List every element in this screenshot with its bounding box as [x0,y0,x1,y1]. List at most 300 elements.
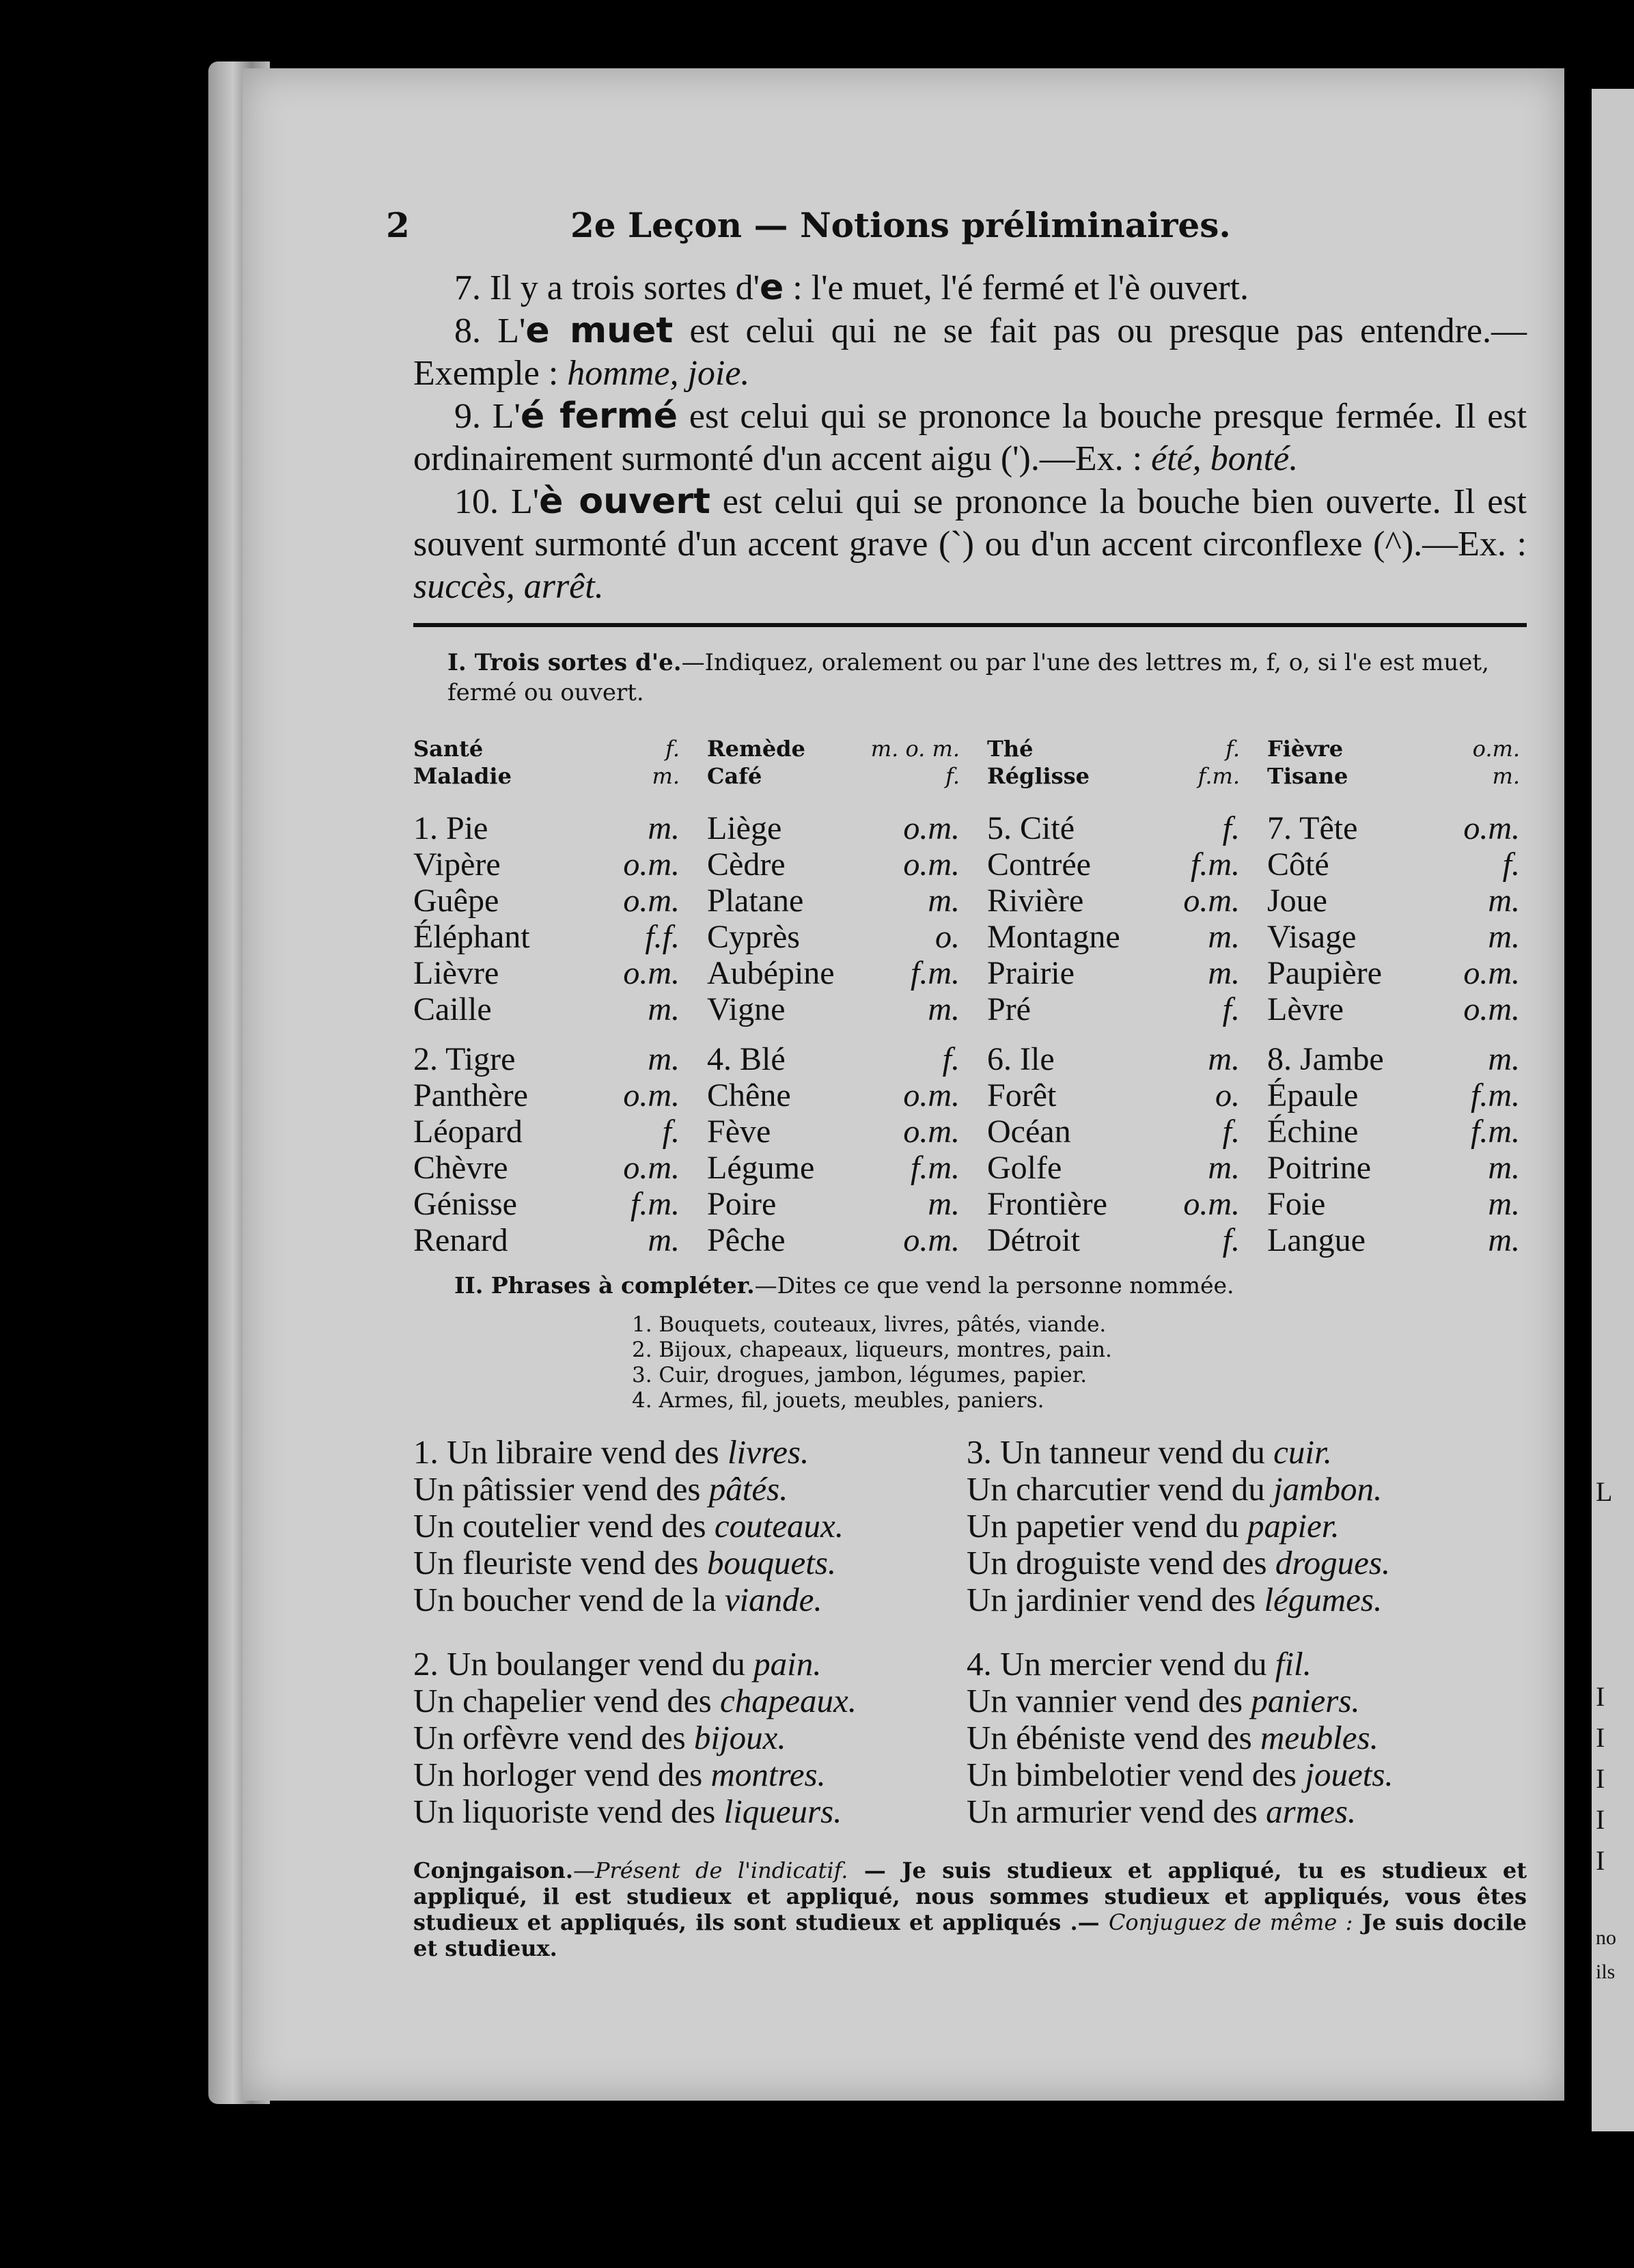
word-row [413,1077,680,1114]
next-page-fragment: ils [1596,1961,1616,1983]
rule-text: : l'e muet, l'é fermé et l'è ouvert. [784,268,1249,307]
sentence-answer: fil. [1275,1645,1312,1683]
sentence-answer: armes. [1266,1793,1357,1830]
word-answer: o.m. [903,810,960,846]
word-answer: m. [1208,1150,1240,1186]
word-answer: o.m. [623,846,680,883]
sentence-answer: papier. [1247,1507,1340,1545]
sentence-line [967,1719,1513,1756]
word-answer: f.m. [631,1186,680,1222]
sentence-text: Un charcutier vend du [967,1470,1273,1508]
word-item: Renard [413,1222,508,1258]
sentence-text: Un chapelier vend des [413,1682,720,1719]
word-answer: f. [1222,1222,1240,1258]
word-column [987,1041,1240,1258]
example-word: Maladie [413,763,512,789]
word-item: Fève [707,1114,771,1150]
word-row [987,1186,1240,1222]
word-row [413,1222,680,1258]
example-word: Réglisse [987,763,1090,789]
word-list-line: 4. Armes, fil, jouets, meubles, paniers. [632,1388,1044,1413]
conjugation-label: Conjngaison. [413,1857,573,1883]
word-item: Lièvre [413,955,499,991]
example-column [1267,735,1520,790]
sentence-line [413,1756,946,1793]
example-answer: m. [1492,763,1520,789]
word-row [413,846,680,883]
exercise1-label: I. Trois sortes d'e. [447,649,682,676]
sentence-answer: livres. [727,1433,809,1471]
word-item: Cèdre [707,846,786,883]
sentence-answer: montres. [710,1756,826,1793]
rule-keyword: é fermé [520,396,678,437]
word-lists [632,1312,1527,1413]
sentence-line [413,1471,946,1508]
word-list-line: 1. Bouquets, couteaux, livres, pâtés, viande. [632,1312,1107,1337]
word-answer: f. [1222,810,1240,846]
section-divider [413,623,1527,627]
sentence-text: Un boucher vend de la [413,1581,725,1618]
example-row [987,735,1240,762]
word-answer: m. [928,991,960,1027]
word-row [1267,1114,1520,1150]
sentence-column [967,1646,1513,1830]
sentence-answer: jouets. [1305,1756,1394,1793]
rule-text: L' [510,482,540,521]
sentence-column [413,1434,946,1618]
word-item: Côté [1267,846,1329,883]
word-row [413,1150,680,1186]
example-row [413,735,680,762]
word-item: Océan [987,1114,1071,1150]
sentence-line [967,1545,1513,1581]
example-row [1267,762,1520,790]
rule-text: est celui qui se prononce la bouche bien ouverte. Il est souvent surmonté d'un accent grave (`) ou d'un accent circonflexe (^).—Ex. : [413,482,1527,564]
word-item: Visage [1267,919,1357,955]
word-answer: f. [662,1114,680,1150]
sentence-text: Un armurier vend des [967,1793,1266,1830]
word-answer: f.m. [911,1150,960,1186]
sentence-answer: légumes. [1264,1581,1383,1618]
word-item: 2. Tigre [413,1041,516,1077]
word-item: 6. Ile [987,1041,1055,1077]
word-answer: m. [648,810,680,846]
word-row [413,883,680,919]
word-answer: f. [1222,991,1240,1027]
word-answer: m. [648,991,680,1027]
word-answer: m. [1488,1150,1520,1186]
word-item: Foie [1267,1186,1326,1222]
word-item: 4. Blé [707,1041,786,1077]
rule-number: 9. [454,397,481,436]
word-column [707,1041,960,1258]
word-row [1267,919,1520,955]
word-row [1267,1186,1520,1222]
example-row [413,762,680,790]
sentence-text: 2. Un boulanger vend du [413,1645,754,1683]
example-column [413,735,680,790]
word-item: 5. Cité [987,810,1075,846]
word-row [707,883,960,919]
rule-number: 8. [454,312,481,350]
rule-text: est celui qui ne se fait pas ou presque pas entendre.—Exemple : [413,312,1527,393]
conjugation-tail: Je suis docile et studieux. [413,1909,1527,1961]
rule-text: L' [497,312,526,350]
page-number: 2 [386,205,410,245]
sentence-text: Un bimbelotier vend des [967,1756,1305,1793]
page-content [386,205,1527,1961]
sentences-section [413,1434,1527,1830]
word-answer: o.m. [903,1222,960,1258]
sentence-line [967,1756,1513,1793]
sentence-line [967,1683,1513,1719]
word-item: Rivière [987,883,1084,919]
word-item: 1. Pie [413,810,488,846]
rule-paragraph [413,309,1527,395]
word-row [707,1041,960,1077]
word-answer: m. [1488,1186,1520,1222]
sentence-line [413,1683,946,1719]
exercise2-heading [454,1272,1527,1299]
sentence-text: Un coutelier vend des [413,1507,715,1545]
word-item: Lèvre [1267,991,1344,1027]
next-page-fragment: no [1596,1926,1616,1949]
sentence-line [967,1646,1513,1683]
word-row [1267,1150,1520,1186]
next-page-fragment: I [1596,1845,1605,1876]
sentence-answer: liqueurs. [723,1793,842,1830]
rule-text: L' [492,397,521,436]
word-row [987,883,1240,919]
word-row [987,1077,1240,1114]
exercise1-instruction: —Indiquez, oralement ou par l'une des lettres m, f, o, si l'e est muet, fermé ou ouvert. [447,649,1489,706]
word-answer: o.m. [1463,810,1520,846]
word-item: Golfe [987,1150,1062,1186]
word-item: Pêche [707,1222,786,1258]
word-item: Pré [987,991,1031,1027]
word-answer: f.f. [645,919,680,955]
example-word: Thé [987,736,1034,762]
word-column [707,810,960,1027]
word-row [413,991,680,1027]
rule-example: homme, joie. [567,354,750,393]
sentence-block [413,1646,1527,1830]
word-row [707,919,960,955]
word-item: Détroit [987,1222,1080,1258]
word-row [413,810,680,846]
word-answer: o.m. [1463,955,1520,991]
word-row [1267,883,1520,919]
word-answer: o. [935,919,960,955]
exercise2-instruction: —Dites ce que vend la personne nommée. [754,1272,1234,1299]
example-answer: o.m. [1472,736,1520,762]
sentence-line [413,1508,946,1545]
word-item: Échine [1267,1114,1359,1150]
word-row [987,1222,1240,1258]
sentence-answer: couteaux. [714,1507,844,1545]
word-list-line: 2. Bijoux, chapeaux, liqueurs, montres, pain. [632,1338,1112,1362]
word-column [413,1041,680,1258]
next-page-fragment: I [1596,1804,1605,1835]
word-row [987,846,1240,883]
word-item: Poitrine [1267,1150,1371,1186]
rule-number: 7. [454,268,481,307]
word-answer: m. [648,1222,680,1258]
exercise1-examples [413,735,1527,790]
word-item: Guêpe [413,883,499,919]
sentence-line [413,1545,946,1581]
rule-paragraph [413,266,1527,309]
word-row [987,991,1240,1027]
sentence-answer: cuir. [1273,1433,1332,1471]
sentence-text: 3. Un tanneur vend du [967,1433,1274,1471]
word-row [1267,991,1520,1027]
page-header [386,205,1527,266]
sentence-text: Un papetier vend du [967,1507,1247,1545]
sentence-text: Un orfèvre vend des [413,1719,694,1756]
word-item: Panthère [413,1077,528,1114]
sentence-text: 1. Un libraire vend des [413,1433,728,1471]
sentence-column [413,1646,946,1830]
word-answer: o.m. [623,1077,680,1114]
word-row [413,1186,680,1222]
word-answer: f.m. [1471,1077,1520,1114]
exercise1-groups [413,810,1527,1258]
sentence-line [967,1581,1513,1618]
exercise2-label: II. Phrases à compléter. [454,1272,755,1299]
word-row [987,955,1240,991]
sentence-answer: bijoux. [693,1719,786,1756]
word-row [1267,1077,1520,1114]
word-answer: m. [1488,1222,1520,1258]
word-answer: o.m. [1183,1186,1240,1222]
word-answer: m. [1488,1041,1520,1077]
word-row [413,919,680,955]
word-answer: o.m. [1183,883,1240,919]
sentence-text: Un pâtissier vend des [413,1470,709,1508]
word-answer: m. [648,1041,680,1077]
rule-keyword: e muet [525,310,674,351]
word-answer: o.m. [623,883,680,919]
sentence-text: Un fleuriste vend des [413,1544,707,1581]
word-answer: m. [1208,955,1240,991]
sentence-line [967,1434,1513,1471]
word-answer: o.m. [903,1114,960,1150]
conjugation-text: — Je suis studieux et appliqué, tu es studieux et appliqué, il est studieux et appliqué, nous sommes studieux et appliqués, vous êtes studieux et appliqués, ils sont studieux et appliqués .— [413,1857,1527,1935]
rule-text: Il y a trois sortes d' [490,268,760,307]
word-item: Langue [1267,1222,1366,1258]
word-item: Vipère [413,846,501,883]
word-column [1267,1041,1520,1258]
word-answer: m. [1208,1041,1240,1077]
word-answer: f.m. [1471,1114,1520,1150]
sentence-text: Un ébéniste vend des [967,1719,1260,1756]
conjugation-block [413,1857,1527,1961]
sentence-answer: bouquets. [707,1544,837,1581]
example-word: Remède [707,736,805,762]
sentence-line [967,1471,1513,1508]
word-row [1267,846,1520,883]
word-item: Poire [707,1186,777,1222]
word-list-line: 3. Cuir, drogues, jambon, légumes, papier. [632,1363,1088,1387]
word-item: 7. Tête [1267,810,1358,846]
example-row [707,735,960,762]
word-row [1267,1041,1520,1077]
word-row [987,919,1240,955]
book-page [243,68,1564,2101]
word-item: Légume [707,1150,815,1186]
word-column [413,810,680,1027]
word-answer: m. [1488,919,1520,955]
word-item: Éléphant [413,919,530,955]
word-answer: m. [1208,919,1240,955]
sentence-answer: viande. [724,1581,822,1618]
word-item: Chêne [707,1077,791,1114]
sentence-line [967,1508,1513,1545]
example-word: Fièvre [1267,736,1344,762]
example-row [987,762,1240,790]
sentence-answer: drogues. [1275,1544,1391,1581]
word-item: Cyprès [707,919,800,955]
rules-section [413,266,1527,608]
word-row [707,991,960,1027]
word-row [413,1041,680,1077]
exercise1-heading [447,648,1527,708]
example-answer: f. [945,763,960,789]
word-answer: o.m. [903,846,960,883]
rule-paragraph [413,395,1527,480]
example-answer: m. o. m. [870,736,960,762]
word-answer: o.m. [1463,991,1520,1027]
word-item: Vigne [707,991,786,1027]
word-answer: f.m. [1191,846,1240,883]
sentence-answer: pain. [753,1645,822,1683]
word-answer: m. [928,1186,960,1222]
next-page-fragment: I [1596,1681,1605,1712]
word-row [707,1186,960,1222]
page-title: 2e Leçon — Notions préliminaires. [570,205,1231,245]
rule-text: est celui qui se prononce la bouche presque fermée. Il est ordinairement surmonté d'un accent aigu (').—Ex. : [413,397,1527,478]
word-row [707,1222,960,1258]
sentence-line [413,1719,946,1756]
word-item: Léopard [413,1114,523,1150]
conjugation-instruction: Conjuguez de même : [1108,1909,1353,1935]
example-column [707,735,960,790]
sentence-text: Un liquoriste vend des [413,1793,724,1830]
word-row [707,1077,960,1114]
sentence-text: Un jardinier vend des [967,1581,1264,1618]
next-page-fragment: I [1596,1763,1605,1794]
rule-paragraph [413,480,1527,608]
sentence-answer: jambon. [1273,1470,1383,1508]
word-item: Joue [1267,883,1327,919]
word-item: Paupière [1267,955,1382,991]
sentence-text: Un vannier vend des [967,1682,1251,1719]
word-item: Frontière [987,1186,1107,1222]
word-item: Platane [707,883,804,919]
word-row [707,955,960,991]
rule-example: été, bonté. [1151,439,1299,478]
word-item: Chèvre [413,1150,508,1186]
word-answer: f. [1222,1114,1240,1150]
word-row [707,846,960,883]
conjugation-intro: —Présent de l'indicatif. [572,1857,848,1883]
word-group [413,810,1527,1027]
sentence-line [413,1581,946,1618]
next-page-fragment: I [1596,1722,1605,1753]
example-word: Café [707,763,762,789]
word-answer: f. [1502,846,1520,883]
example-word: Santé [413,736,484,762]
word-row [707,1150,960,1186]
sentence-text: 4. Un mercier vend du [967,1645,1275,1683]
word-item: Épaule [1267,1077,1359,1114]
next-page-edge [1592,89,1634,2131]
word-answer: o.m. [623,1150,680,1186]
word-item: Caille [413,991,492,1027]
sentence-text: Un horloger vend des [413,1756,711,1793]
word-row [707,1114,960,1150]
word-item: Génisse [413,1186,517,1222]
sentence-answer: paniers. [1251,1682,1360,1719]
sentence-block [413,1434,1527,1618]
example-word: Tisane [1267,763,1348,789]
word-row [413,955,680,991]
rule-example: succès, arrêt. [413,567,604,606]
word-item: Prairie [987,955,1075,991]
example-answer: m. [652,763,680,789]
word-column [987,810,1240,1027]
word-item: 8. Jambe [1267,1041,1384,1077]
word-row [987,1041,1240,1077]
example-answer: f. [665,736,680,762]
rule-number: 10. [454,482,499,521]
word-row [987,1150,1240,1186]
sentence-answer: chapeaux. [720,1682,857,1719]
word-item: Aubépine [707,955,835,991]
word-row [707,810,960,846]
example-row [707,762,960,790]
example-answer: f. [1226,736,1240,762]
sentence-text: Un droguiste vend des [967,1544,1275,1581]
word-row [1267,1222,1520,1258]
word-row [987,810,1240,846]
word-item: Forêt [987,1077,1057,1114]
example-answer: f.m. [1197,763,1240,789]
word-answer: f. [942,1041,960,1077]
word-answer: f.m. [911,955,960,991]
word-row [1267,810,1520,846]
sentence-line [967,1793,1513,1830]
example-row [1267,735,1520,762]
sentence-line [413,1646,946,1683]
word-answer: o. [1215,1077,1240,1114]
word-column [1267,810,1520,1027]
word-row [1267,955,1520,991]
sentence-answer: meubles. [1260,1719,1379,1756]
rule-keyword: e [759,267,784,308]
example-column [987,735,1240,790]
word-answer: o.m. [623,955,680,991]
sentence-line [413,1434,946,1471]
sentence-column [967,1434,1513,1618]
word-row [413,1114,680,1150]
sentence-line [413,1793,946,1830]
word-item: Contrée [987,846,1091,883]
word-item: Montagne [987,919,1120,955]
word-row [987,1114,1240,1150]
next-page-fragment: L [1596,1476,1613,1507]
